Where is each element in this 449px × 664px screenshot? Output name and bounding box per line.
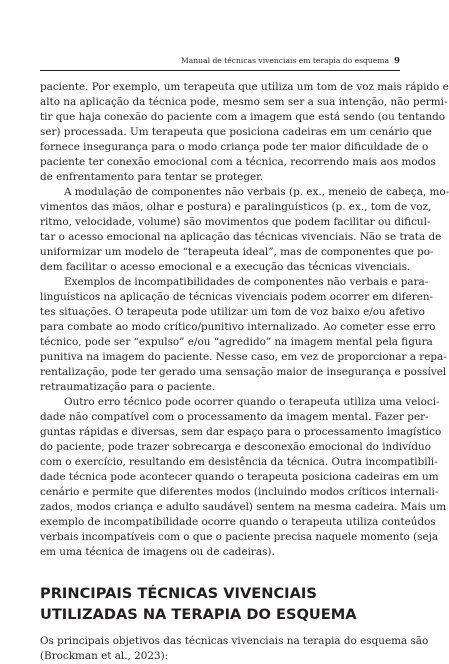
text-line: punitiva na imagem do paciente. Nesse caso, em vez de proporcionar a repa- <box>40 351 447 363</box>
section-heading <box>40 583 403 625</box>
text-line: dem facilitar o acesso emocional e a execução das técnicas vivenciais. <box>40 261 411 273</box>
text-line: (Brockman et al., 2023): <box>40 650 169 662</box>
paragraph-4 <box>40 395 447 560</box>
text-line: Exemplos de incompatibilidades de componentes não verbais e para- <box>64 276 429 288</box>
paragraph-2 <box>40 185 449 275</box>
text-line: vimentos das mãos, olhar e postura) e paralinguísticos (p. ex., tom de voz, <box>40 201 432 213</box>
heading-gap <box>40 625 403 634</box>
page-number: 9 <box>394 56 400 66</box>
text-line: guntas rápidas e diversas, sem dar espaço para o processamento imagístico <box>40 426 442 438</box>
text-line: para combate ao modo crítico/punitivo internalizado. Ao cometer esse erro <box>40 321 436 333</box>
text-line: tar o acesso emocional na aplicação das técnicas vivenciais. Não se trata de <box>40 231 442 243</box>
text-line: Outro erro técnico pode ocorrer quando o terapeuta utiliza uma veloci- <box>64 396 440 408</box>
text-line: dade não compatível com o processamento da imagem mental. Fazer per- <box>40 411 429 423</box>
text-line: de enfrentamento para tentar se proteger. <box>40 171 264 183</box>
text-line: verbais incompatíveis com o que o paciente precisa naquele momento (seja <box>40 531 439 543</box>
text-line: uniformizar um modelo de “terapeuta ideal”, mas de componentes que po- <box>40 246 434 258</box>
text-line: paciente ter conexão emocional com a técnica, recorrendo mais aos modos <box>40 156 436 168</box>
text-line: linguísticos na aplicação de técnicas vivenciais podem ocorrer em diferen- <box>40 291 434 303</box>
running-head-title: Manual de técnicas vivenciais em terapia do esquema <box>180 56 390 65</box>
section-spacer <box>40 560 403 583</box>
text-line: ser) processada. Um terapeuta que posiciona cadeiras em um cenário que <box>40 126 432 138</box>
text-line: tes situações. O terapeuta pode utilizar um tom de voz baixo e/ou afetivo <box>40 306 425 318</box>
paragraph-1 <box>40 80 449 185</box>
body-text <box>40 80 449 664</box>
text-line: técnico, pode ser “expulso” e/ou “agredido” na imagem mental pela figura <box>40 336 433 348</box>
text-line: cenário e permite que diferentes modos (incluindo modos críticos internali- <box>40 486 439 498</box>
text-line: paciente. Por exemplo, um terapeuta que utiliza um tom de voz mais rápido e <box>40 81 449 93</box>
text-line: do paciente, pode trazer sobrecarga e desconexão emocional do indivíduo <box>40 441 431 453</box>
paragraph-5 <box>40 634 429 664</box>
text-line: exemplo de incompatibilidade ocorre quando o terapeuta utiliza conteúdos <box>40 516 436 528</box>
running-head <box>40 54 400 67</box>
text-line: zados, modos criança e adulto saudável) sentem na mesma cadeira. Mais um <box>40 501 447 513</box>
heading-line: PRINCIPAIS TÉCNICAS VIVENCIAIS <box>40 585 317 602</box>
text-line: tir que haja conexão do paciente com a imagem que está sendo (ou tentando <box>40 111 446 123</box>
text-line: retraumatização para o paciente. <box>40 381 216 393</box>
heading-line: UTILIZADAS NA TERAPIA DO ESQUEMA <box>40 606 357 623</box>
text-line: rentalização, pode ter gerado uma sensação maior de insegurança e possível <box>40 366 447 378</box>
header-rule <box>40 70 400 71</box>
text-line: com o exercício, resultando em desistência da técnica. Outra incompatibili- <box>40 456 438 468</box>
text-line: alto na aplicação da técnica pode, mesmo sem ser a sua intenção, não permi- <box>40 96 448 108</box>
text-line: ritmo, velocidade, volume) são movimentos que podem facilitar ou dificul- <box>40 216 431 228</box>
text-line: fornece insegurança para o modo criança pode ter maior dificuldade de o <box>40 141 429 153</box>
text-line: A modulação de componentes não verbais (p. ex., meneio de cabeça, mo- <box>64 186 449 198</box>
text-line: Os principais objetivos das técnicas vivenciais na terapia do esquema são <box>40 635 429 647</box>
text-line: em uma técnica de imagens ou de cadeiras). <box>40 546 275 558</box>
text-line: dade técnica pode acontecer quando o terapeuta posiciona cadeiras em um <box>40 471 439 483</box>
paragraph-3 <box>40 275 447 395</box>
